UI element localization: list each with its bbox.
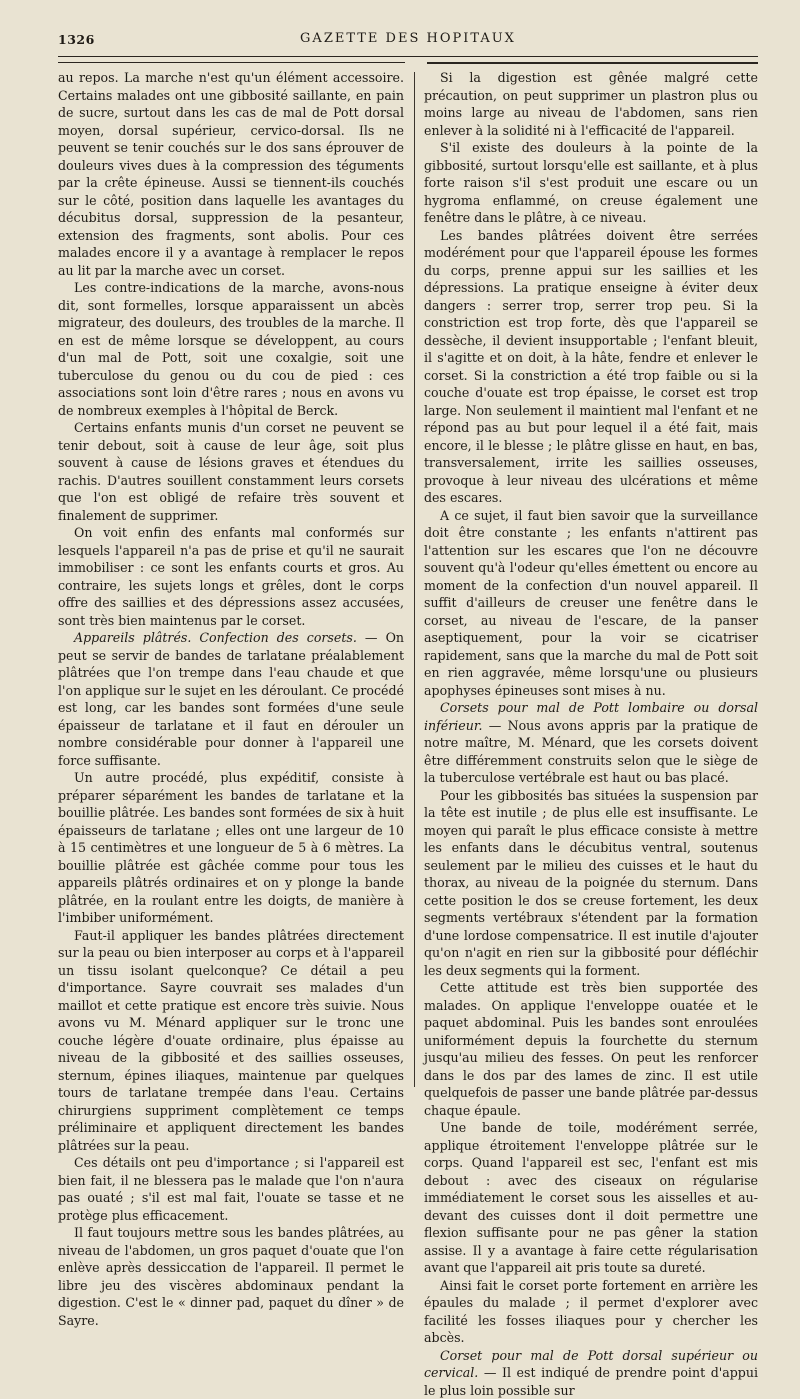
paragraph: Il faut toujours mettre sous les bandes plâtrées, au niveau de l'abdomen, un gros paquet d'ouate que l'on enlève après dessiccation de l'appareil. Il permet le libre jeu des viscères abdominaux pendant la digestion. C'est le « dinner pad, paquet du dîner » de Sayre. xyxy=(58,1224,404,1329)
left-column xyxy=(58,69,404,1099)
paragraph: Pour les gibbosités bas situées la suspension par la tête est inutile ; de plus elle est insuffisante. Le moyen qui paraît le plus efficace consiste à mettre les enfants dans le décubitus ventral, soutenus seulement par le milieu des cuisses et le haut du thorax, au niveau de la poignée du sternum. Dans cette position le dos se creuse fortement, les deux segments vertébraux s'étendent par la formation d'une lordose compensatrice. Il est inutile d'ajouter qu'on n'agit en rien sur la gibbosité pour défléchir les deux segments qui la forment. xyxy=(424,787,758,980)
section-heading: Corset pour mal de Pott dorsal supérieur ou cervical. xyxy=(424,1348,758,1381)
paragraph: Cette attitude est très bien supportée des malades. On applique l'enveloppe ouatée et le paquet abdominal. Puis les bandes sont enroulées uniformément depuis la fourchette du sternum jusqu'au milieu des fesses. On peut les renforcer dans le dos par des lames de zinc. Il est utile quelquefois de passer une bande plâtrée par-dessus chaque épaule. xyxy=(424,979,758,1119)
paragraph: Ces détails ont peu d'importance ; si l'appareil est bien fait, il ne blessera pas le malade que l'on n'aura pas ouaté ; s'il est mal fait, l'ouate se tasse et ne protège plus efficacement. xyxy=(58,1154,404,1224)
right-column xyxy=(424,69,758,1099)
paragraph: Une bande de toile, modérément serrée, applique étroitement l'enveloppe plâtrée sur le corps. Quand l'appareil est sec, l'enfant est mis debout : avec des ciseaux on régularise immédiatement le corset sous les aisselles et au-devant des cuisses dont il doit permettre une flexion suffisante pour ne pas gêner la station assise. Il y a avantage à faire cette régularisation avant que l'appareil ait pris toute sa dureté. xyxy=(424,1119,758,1277)
paragraph: Si la digestion est gênée malgré cette précaution, on peut supprimer un plastron plus ou moins large au niveau de l'abdomen, sans rien enlever à la solidité ni à l'efficacité de l'appareil. xyxy=(424,69,758,139)
paragraph: Les contre-indications de la marche, avons-nous dit, sont formelles, lorsque apparaissent un abcès migrateur, des douleurs, des troubles de la marche. Il en est de même lorsque se développent, au cours d'un mal de Pott, soit une coxalgie, soit une tuberculose du genou ou du cou de pied : ces associations sont loin d'être rares ; nous en avons vu de nombreux exemples à l'hôpital de Berck. xyxy=(58,279,404,419)
paragraph: On voit enfin des enfants mal conformés sur lesquels l'appareil n'a pas de prise et qu'il ne saurait immobiliser : ce sont les enfants courts et gros. Au contraire, les sujets longs et grêles, dont le corps offre des saillies et des dépressions assez accusées, sont très bien maintenus par le corset. xyxy=(58,524,404,629)
paragraph: Les bandes plâtrées doivent être serrées modérément pour que l'appareil épouse les formes du corps, prenne appui sur les saillies et les dépressions. La pratique enseigne à éviter deux dangers : serrer trop, serrer trop peu. Si la constriction est trop forte, dès que l'appareil se dessèche, il devient insupportable ; l'enfant bleuit, il s'agitte et on doit, à la hâte, fendre et enlever le corset. Si la constriction a été trop faible ou si la couche d'ouate est trop épaisse, le corset est trop large. Non seulement il maintient mal l'enfant et ne répond pas au but pour lequel il a été fait, mais encore, il le blesse ; le plâtre glisse en haut, en bas, transversalement, irrite les saillies osseuses, provoque à leur niveau des ulcérations et même des escares. xyxy=(424,227,758,507)
section-heading: Appareils plâtrés. Confection des corsets. xyxy=(74,630,357,645)
paragraph: Faut-il appliquer les bandes plâtrées directement sur la peau ou bien interposer au corps et à l'appareil un tissu isolant quelconque? Ce détail a peu d'importance. Sayre couvrait ses malades d'un maillot et cette pratique est encore très suivie. Nous avons vu M. Ménard appliquer sur le tronc une couche légère d'ouate ordinaire, plus épaisse au niveau de la gibbosité et des saillies osseuses, sternum, épines iliaques, maintenue par quelques tours de tarlatane trempée dans l'eau. Certains chirurgiens suppriment complètement ce temps préliminaire et appliquent directement les bandes plâtrées sur la peau. xyxy=(58,927,404,1155)
section-paragraph xyxy=(424,1347,758,1399)
section-paragraph xyxy=(424,699,758,787)
journal-title: GAZETTE DES HOPITAUX xyxy=(58,31,758,46)
right-column-rule xyxy=(427,62,758,64)
section-text: — On peut se servir de bandes de tarlatane préalablement plâtrées que l'on trempe dans l'eau chaude et que l'on applique sur le sujet en les déroulant. Ce procédé est long, car les bandes sont formées d'une seule épaisseur de tarlatane et il faut en dérouler un nombre considérable pour donner à l'appareil une force suffisante. xyxy=(58,630,404,768)
header-rule xyxy=(58,56,758,57)
paragraph: Ainsi fait le corset porte fortement en arrière les épaules du malade ; il permet d'explorer avec facilité les fosses iliaques pour y chercher les abcès. xyxy=(424,1277,758,1347)
left-column-rule xyxy=(58,62,405,63)
section-heading: Corsets pour mal de Pott lombaire ou dorsal inférieur. xyxy=(424,700,758,733)
page-number: 1326 xyxy=(58,32,95,47)
paragraph: au repos. La marche n'est qu'un élément accessoire. Certains malades ont une gibbosité saillante, en pain de sucre, surtout dans les cas de mal de Pott dorsal moyen, dorsal supérieur, cervico-dorsal. Ils ne peuvent se tenir couchés sur le dos sans éprouver de douleurs vives dues à la compression des téguments par la crête épineuse. Aussi se tiennent-ils couchés sur le côté, position dans laquelle les avantages du décubitus dorsal, suppression de la pesanteur, extension des fragments, sont abolis. Pour ces malades encore il y a avantage à remplacer le repos au lit par la marche avec un corset. xyxy=(58,69,404,279)
paragraph: Certains enfants munis d'un corset ne peuvent se tenir debout, soit à cause de leur âge, soit plus souvent à cause de lésions graves et étendues du rachis. D'autres souillent constamment leurs corsets que l'on est obligé de refaire très souvent et finalement de supprimer. xyxy=(58,419,404,524)
section-text: — Nous avons appris par la pratique de notre maître, M. Ménard, que les corsets doivent être différemment construits selon que le siège de la tuberculose vertébrale est haut ou bas placé. xyxy=(424,718,758,786)
paragraph: S'il existe des douleurs à la pointe de la gibbosité, surtout lorsqu'elle est saillante, et à plus forte raison s'il s'est produit une escare ou un hygroma enflammé, on creuse également une fenêtre dans le plâtre, à ce niveau. xyxy=(424,139,758,227)
paragraph: A ce sujet, il faut bien savoir que la surveillance doit être constante ; les enfants n'attirent pas l'attention sur les escares que l'on ne découvre souvent qu'à l'odeur qu'elles émettent ou encore au moment de la confection d'un nouvel appareil. Il suffit d'ailleurs de creuser une fenêtre dans le corset, au niveau de l'escare, de la panser aseptiquement, pour la voir se cicatriser rapidement, sans que la marche du mal de Pott soit en rien aggravée, même lorsqu'une ou plusieurs apophyses épineuses sont mises à nu. xyxy=(424,507,758,700)
page-header xyxy=(58,28,758,54)
paragraph: Un autre procédé, plus expéditif, consiste à préparer séparément les bandes de tarlatane et la bouillie plâtrée. Les bandes sont formées de six à huit épaisseurs de tarlatane ; elles ont une largeur de 10 à 15 centimètres et une longueur de 5 à 6 mètres. La bouillie plâtrée est gâchée comme pour tous les appareils plâtrés ordinaires et on y plonge la bande plâtrée, en la roulant entre les doigts, de manière à l'imbiber uniformément. xyxy=(58,769,404,927)
column-divider xyxy=(414,72,415,1087)
section-paragraph xyxy=(58,629,404,769)
section-text: — Il est indiqué de prendre point d'appui le plus loin possible sur xyxy=(424,1365,758,1398)
